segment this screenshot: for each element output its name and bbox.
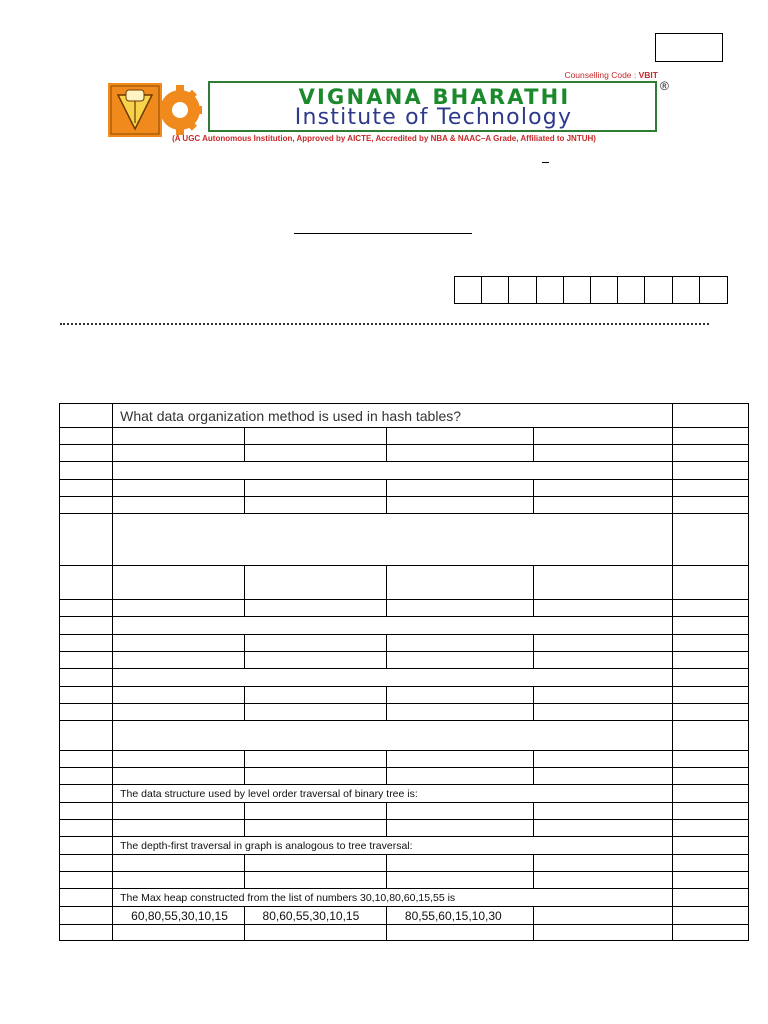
roll-number-boxes[interactable] xyxy=(454,276,728,304)
counselling-label: Counselling Code : xyxy=(564,70,639,80)
options-row xyxy=(60,704,749,721)
counselling-code xyxy=(430,70,658,80)
option-d xyxy=(534,907,672,925)
options-row xyxy=(60,497,749,514)
option-b: 80,60,55,30,10,15 xyxy=(244,907,386,925)
institute-tagline: (A UGC Autonomous Institution, Approved by AICTE, Accredited by NBA & NAAC–A Grade, Affiliated to JNTUH) xyxy=(172,134,596,143)
question-text: The data structure used by level order traversal of binary tree is: xyxy=(113,785,673,803)
answer-cell[interactable] xyxy=(672,404,748,428)
counselling-code-value: VBIT xyxy=(638,70,658,80)
institute-name-banner xyxy=(208,81,657,132)
question-row xyxy=(60,721,749,751)
question-row xyxy=(60,514,749,566)
answer-cell[interactable] xyxy=(672,889,748,907)
page-number-box xyxy=(655,33,723,62)
options-row xyxy=(60,872,749,889)
question-row xyxy=(60,462,749,480)
options-row xyxy=(60,751,749,768)
options-row xyxy=(60,480,749,497)
options-row xyxy=(60,687,749,704)
question-row xyxy=(60,837,749,855)
question-row xyxy=(60,404,749,428)
question-row xyxy=(60,889,749,907)
options-row xyxy=(60,820,749,837)
roll-number-cell[interactable] xyxy=(618,277,645,303)
options-row xyxy=(60,855,749,872)
roll-number-cell[interactable] xyxy=(482,277,509,303)
question-row xyxy=(60,617,749,635)
options-row xyxy=(60,925,749,941)
roll-number-cell[interactable] xyxy=(564,277,591,303)
roll-number-cell[interactable] xyxy=(673,277,700,303)
options-row xyxy=(60,600,749,617)
answer-cell[interactable] xyxy=(672,837,748,855)
roll-number-cell[interactable] xyxy=(537,277,564,303)
roll-number-cell[interactable] xyxy=(455,277,482,303)
options-row xyxy=(60,652,749,669)
institute-logo-emblem xyxy=(106,81,206,139)
blank-dash xyxy=(542,162,549,163)
answer-grid xyxy=(59,403,749,941)
roll-number-cell[interactable] xyxy=(645,277,672,303)
option-a: 60,80,55,30,10,15 xyxy=(113,907,244,925)
options-row xyxy=(60,566,749,600)
options-row xyxy=(60,445,749,462)
question-text: What data organization method is used in hash tables? xyxy=(113,404,673,428)
answer-cell[interactable] xyxy=(672,785,748,803)
question-text: The depth-first traversal in graph is analogous to tree traversal: xyxy=(113,837,673,855)
option-c: 80,55,60,15,10,30 xyxy=(386,907,533,925)
options-row xyxy=(60,635,749,652)
cut-line xyxy=(60,323,709,325)
title-underline xyxy=(294,233,472,234)
options-row xyxy=(60,428,749,445)
institute-subtitle: Institute of Technology xyxy=(294,105,573,130)
question-row xyxy=(60,669,749,687)
roll-number-cell[interactable] xyxy=(509,277,536,303)
roll-number-cell[interactable] xyxy=(591,277,618,303)
options-row xyxy=(60,907,749,925)
options-row xyxy=(60,803,749,820)
question-text: The Max heap constructed from the list of numbers 30,10,80,60,15,55 is xyxy=(113,889,673,907)
question-row xyxy=(60,785,749,803)
registered-mark: ® xyxy=(660,79,669,93)
question-number-cell xyxy=(60,404,113,428)
options-row xyxy=(60,768,749,785)
roll-number-cell[interactable] xyxy=(700,277,727,303)
institute-name: VIGNANA BHARATHI xyxy=(298,85,571,109)
